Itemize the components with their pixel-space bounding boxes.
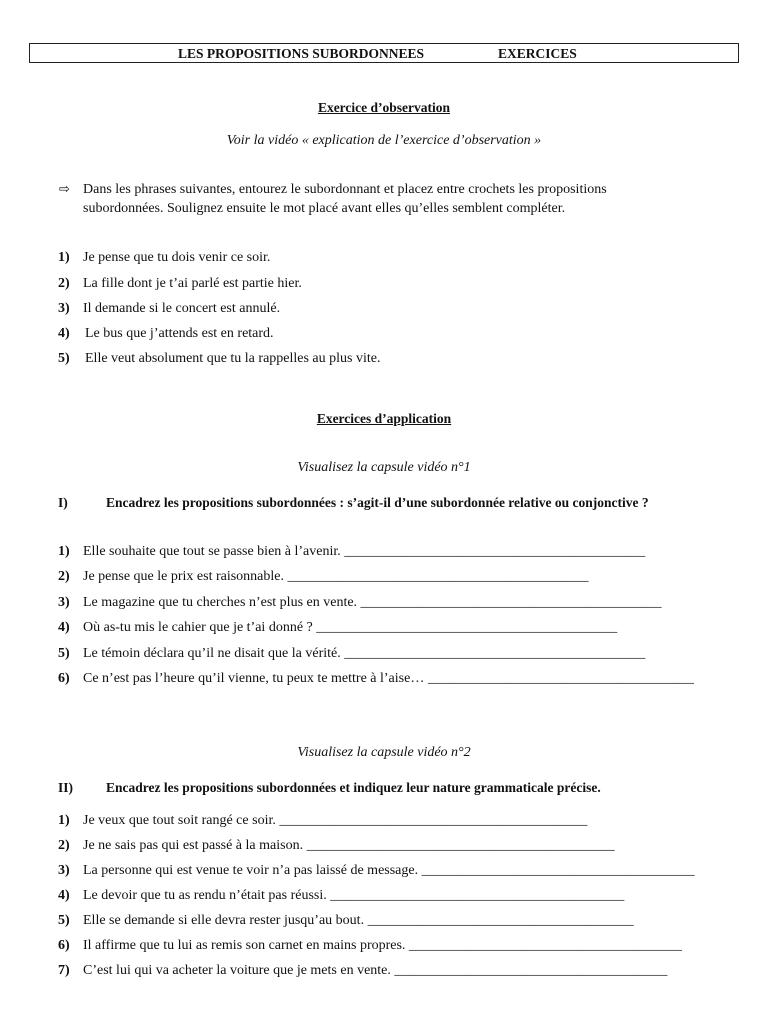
observation-instruction-line1: Dans les phrases suivantes, entourez le subordonnant et placez entre crochets les propositions (83, 182, 607, 197)
list-item: La fille dont je t’ai parlé est partie hier. (83, 276, 302, 291)
list-item: Ce n’est pas l’heure qu’il vienne, tu peux te mettre à l’aise… ______________________________________ (83, 671, 694, 686)
list-item: Elle se demande si elle devra rester jusqu’au bout. ______________________________________ (83, 913, 634, 928)
list-item-number: 1) (58, 813, 70, 828)
list-item: Le bus que j’attends est en retard. (85, 326, 274, 341)
list-item: La personne qui est venue te voir n’a pas laissé de message. _______________________________________ (83, 863, 695, 878)
list-item: Je pense que tu dois venir ce soir. (83, 250, 271, 265)
part2-video-link: Visualisez la capsule vidéo n°2 (297, 745, 471, 760)
list-item: Je veux que tout soit rangé ce soir. ____________________________________________ (83, 813, 588, 828)
observation-title-text: Exercice d’observation (317, 100, 451, 115)
page-title: LES PROPOSITIONS SUBORDONNEES (178, 46, 425, 61)
list-item-number: 6) (58, 671, 70, 686)
part1-instruction: Encadrez les propositions subordonnées : s’agit-il d’une subordonnée relative ou conjonctive ? (106, 495, 649, 510)
observation-title (0, 100, 768, 116)
list-item: Il demande si le concert est annulé. (83, 301, 281, 316)
part1-video-link: Visualisez la capsule vidéo n°1 (297, 460, 471, 475)
list-item-number: 1) (58, 544, 70, 559)
list-item: C’est lui qui va acheter la voiture que je mets en vente. _______________________________________ (83, 963, 668, 978)
list-item-number: 3) (58, 301, 70, 316)
list-item: Le magazine que tu cherches n’est plus en vente. ___________________________________________ (83, 595, 662, 610)
list-item: Où as-tu mis le cahier que je t’ai donné ? ___________________________________________ (83, 620, 618, 635)
arrow-right-icon: ⇨ (59, 182, 70, 197)
list-item: Le témoin déclara qu’il ne disait que la vérité. ___________________________________________ (83, 646, 646, 661)
application-title (0, 411, 768, 427)
list-item-number: 6) (58, 938, 70, 953)
observation-video-link: Voir la vidéo « explication de l’exercice d’observation » (226, 133, 542, 148)
list-item: Le devoir que tu as rendu n’était pas réussi. __________________________________________ (83, 888, 625, 903)
list-item: Il affirme que tu lui as remis son carnet en mains propres. _______________________________________ (83, 938, 682, 953)
list-item-number: 3) (58, 595, 70, 610)
list-item-number: 1) (58, 250, 70, 265)
list-item: Elle souhaite que tout se passe bien à l’avenir. ___________________________________________ (83, 544, 646, 559)
list-item: Je ne sais pas qui est passé à la maison. ____________________________________________ (83, 838, 615, 853)
list-item-number: 4) (58, 326, 70, 341)
application-title-text: Exercices d’application (316, 411, 452, 426)
list-item-number: 7) (58, 963, 70, 978)
observation-instruction-line2: subordonnées. Soulignez ensuite le mot placé avant elles qu’elles semblent compléter. (83, 201, 566, 216)
part1-roman: I) (58, 495, 68, 510)
list-item-number: 4) (58, 620, 70, 635)
list-item-number: 2) (58, 276, 70, 291)
list-item-number: 5) (58, 351, 70, 366)
list-item-number: 5) (58, 646, 70, 661)
list-item-number: 4) (58, 888, 70, 903)
list-item: Elle veut absolument que tu la rappelles au plus vite. (85, 351, 381, 366)
list-item-number: 3) (58, 863, 70, 878)
part2-roman: II) (58, 780, 74, 795)
list-item: Je pense que le prix est raisonnable. ___________________________________________ (83, 569, 589, 584)
list-item-number: 5) (58, 913, 70, 928)
list-item-number: 2) (58, 569, 70, 584)
list-item-number: 2) (58, 838, 70, 853)
part2-instruction: Encadrez les propositions subordonnées et indiquez leur nature grammaticale précise. (106, 780, 601, 795)
page-label: EXERCICES (498, 46, 577, 61)
